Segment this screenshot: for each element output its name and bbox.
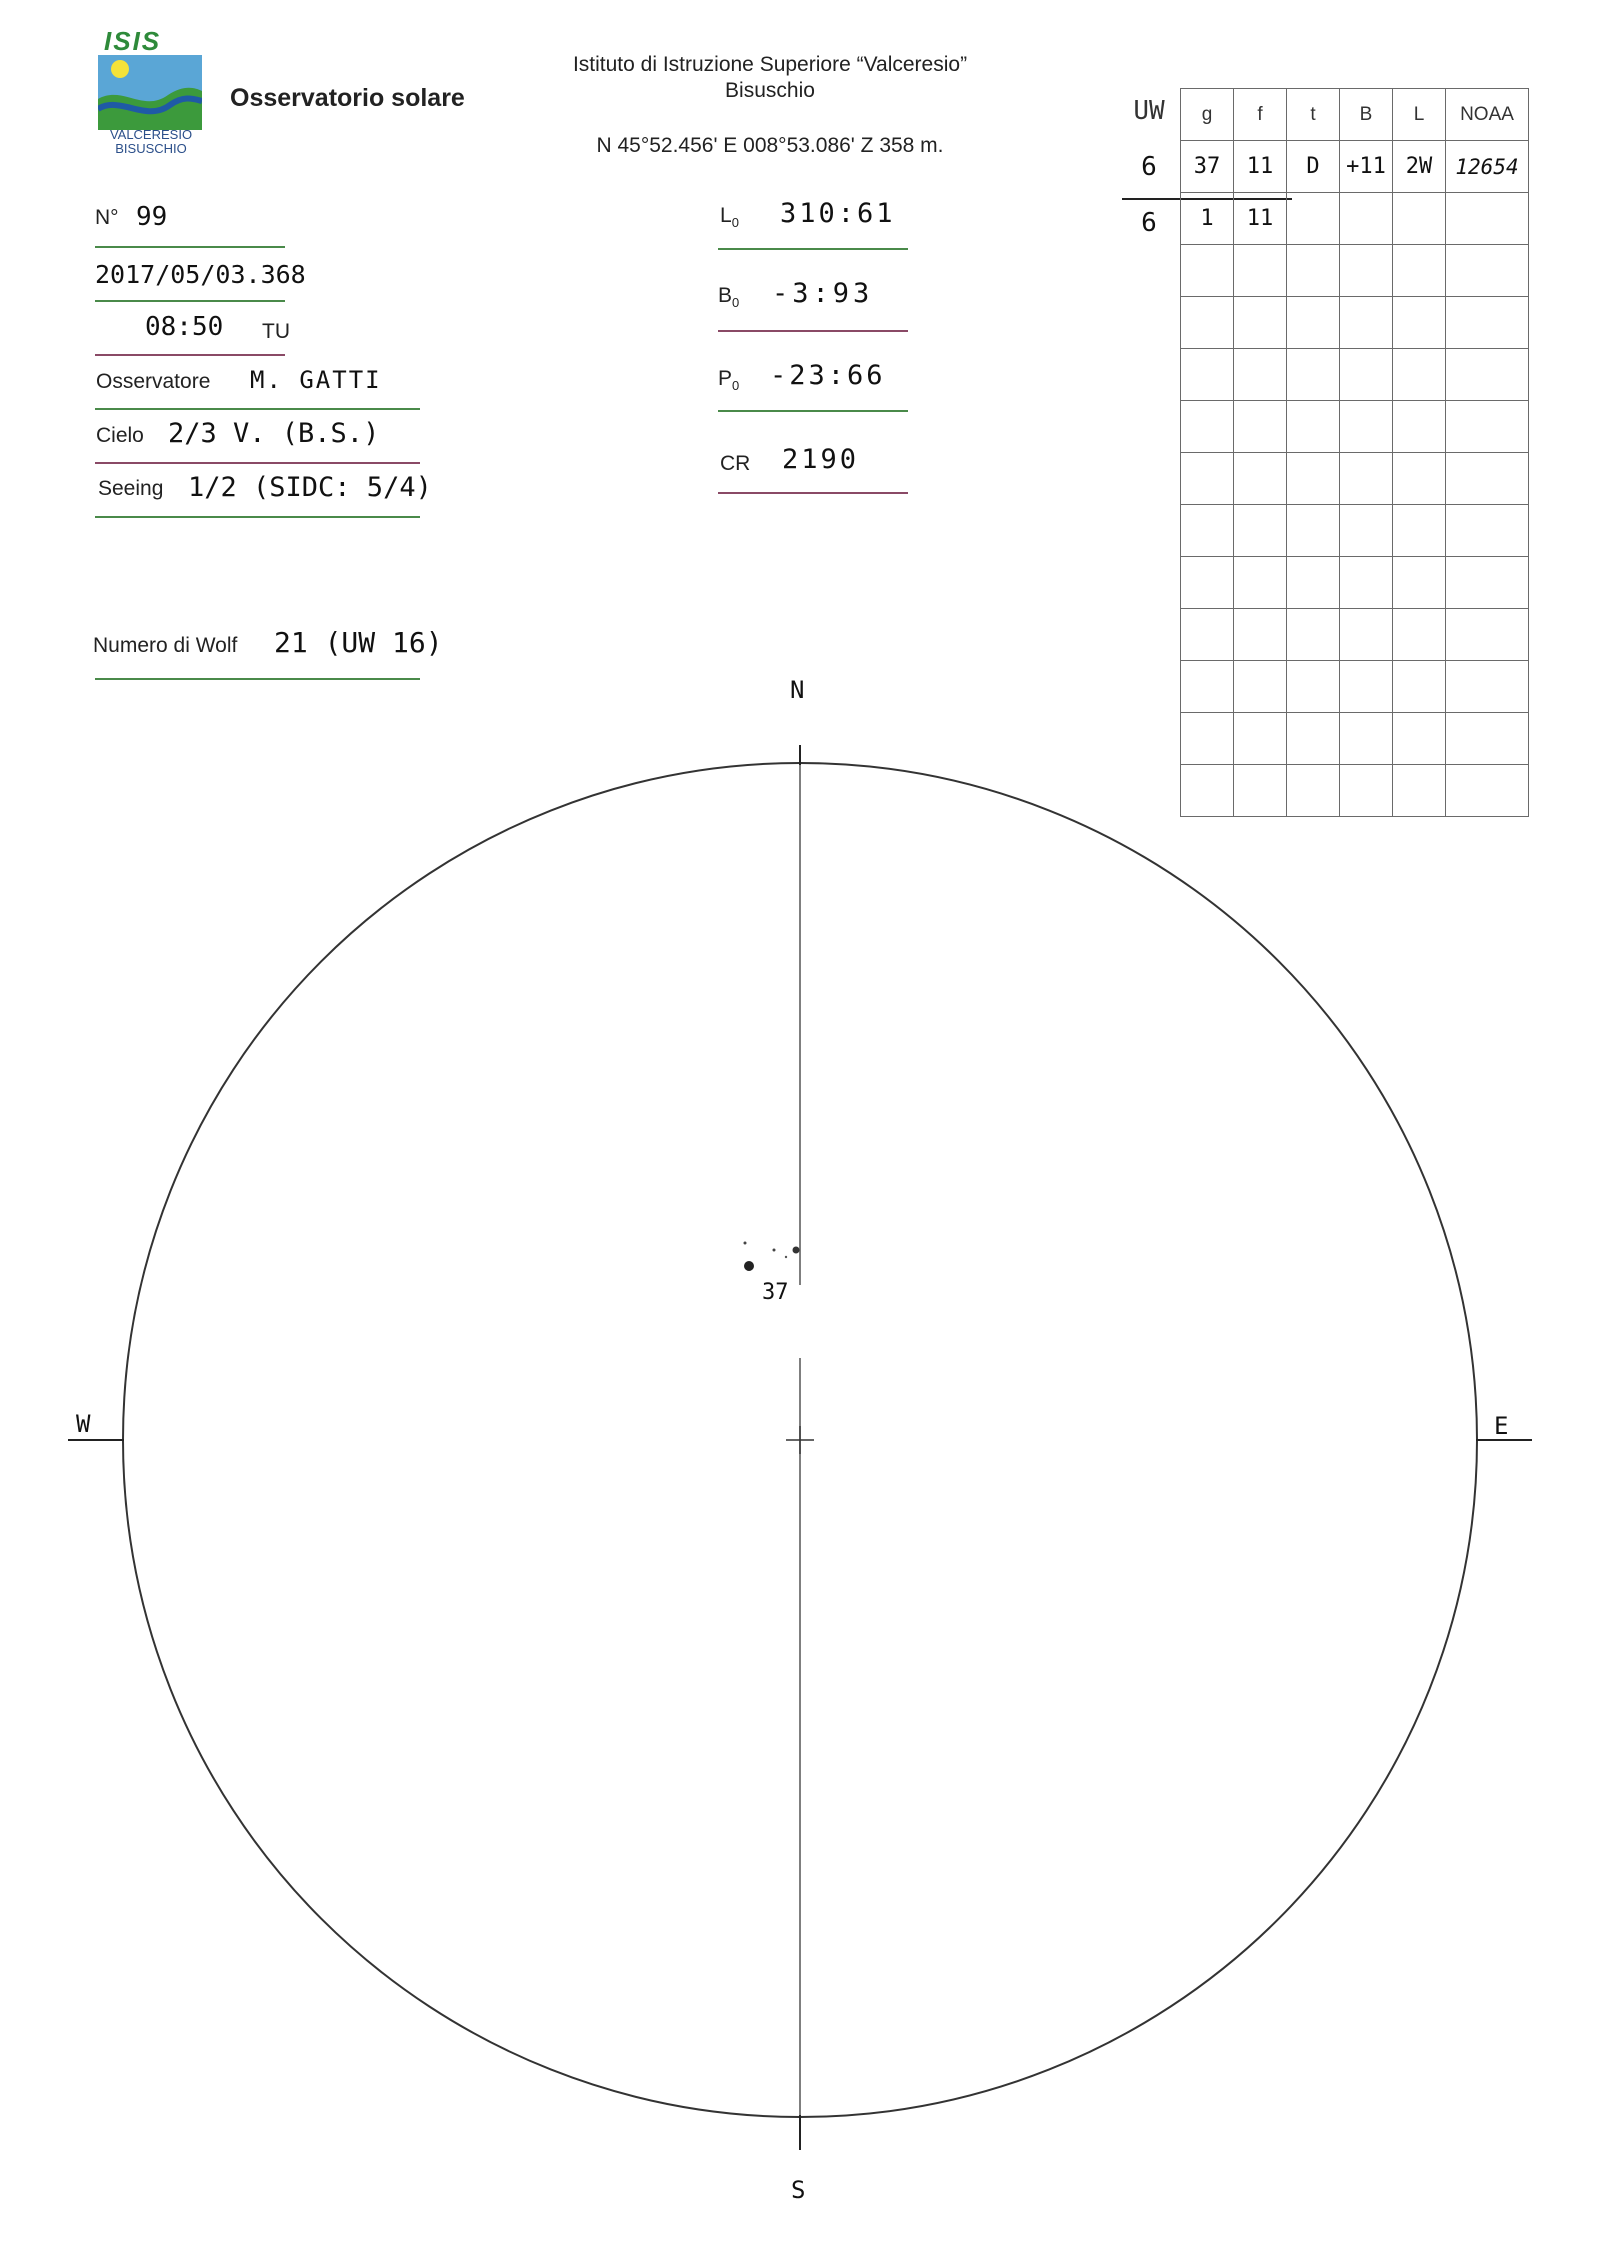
number-value: 99: [136, 202, 168, 232]
uw-header: UW: [1133, 96, 1165, 126]
number-label: N°: [95, 206, 119, 229]
sunspot: [785, 1256, 787, 1258]
sunspot: [773, 1249, 776, 1252]
disk-west-label: W: [76, 1410, 91, 1438]
b0-value: -3:93: [772, 278, 874, 309]
cell-f: 11: [1234, 193, 1287, 245]
l0-subscript: 0: [731, 215, 739, 231]
b0-subscript: 0: [732, 295, 740, 311]
disk-south-label: S: [791, 2176, 806, 2204]
wolf-value: 21 (UW 16): [274, 626, 443, 659]
observer-label: Osservatore: [96, 370, 211, 393]
uw-value-2: 6: [1141, 208, 1157, 238]
header-noaa: NOAA: [1446, 89, 1529, 141]
sky-label: Cielo: [96, 424, 144, 447]
sunspot: [744, 1261, 754, 1271]
p0-subscript: 0: [732, 378, 740, 394]
logo-caption-line1: VALCERESIO: [109, 127, 193, 142]
p0-letter: P: [718, 367, 733, 390]
time-unit: TU: [262, 320, 290, 343]
institute-line2: Bisuschio: [725, 79, 815, 102]
l0-letter: L: [720, 204, 732, 227]
cell-f: 11: [1234, 141, 1287, 193]
cell-g: 37: [1181, 141, 1234, 193]
header-g: g: [1181, 89, 1234, 141]
cr-label: CR: [720, 452, 751, 475]
cell-l: 2W: [1393, 141, 1446, 193]
cell-t: D: [1287, 141, 1340, 193]
uw-value-1: 6: [1141, 152, 1157, 182]
institute-line1: Istituto di Istruzione Superiore “Valceresio”: [572, 53, 968, 76]
header-l: L: [1393, 89, 1446, 141]
disk-north-label: N: [790, 676, 805, 704]
logo-caption-line2: BISUSCHIO: [115, 141, 187, 156]
header-b: B: [1340, 89, 1393, 141]
l0-value: 310:61: [780, 198, 896, 229]
date-value: 2017/05/03.368: [95, 260, 306, 289]
cr-value: 2190: [782, 444, 860, 475]
seeing-label: Seeing: [98, 477, 164, 500]
page-title: Osservatorio solare: [230, 84, 465, 112]
seeing-value: 1/2 (SIDC: 5/4): [188, 472, 432, 503]
wolf-label: Numero di Wolf: [93, 634, 238, 657]
sunspot: [744, 1242, 747, 1245]
observatory-coordinates: N 45°52.456' E 008°53.086' Z 358 m.: [596, 134, 944, 157]
cell-b: +11: [1340, 141, 1393, 193]
sunspot: [793, 1247, 800, 1254]
sunspot-group-label: 37: [762, 1280, 789, 1305]
cell-g: 1: [1181, 193, 1234, 245]
cell-noaa: 12654: [1446, 141, 1529, 193]
sky-value: 2/3 V. (B.S.): [168, 418, 380, 449]
p0-value: -23:66: [770, 360, 886, 391]
disk-east-label: E: [1494, 1412, 1509, 1440]
logo-text: ISIS: [104, 26, 162, 56]
time-value: 08:50: [145, 312, 224, 342]
b0-letter: B: [718, 284, 733, 307]
header-t: t: [1287, 89, 1340, 141]
header-f: f: [1234, 89, 1287, 141]
observer-value: M. GATTI: [250, 366, 382, 394]
